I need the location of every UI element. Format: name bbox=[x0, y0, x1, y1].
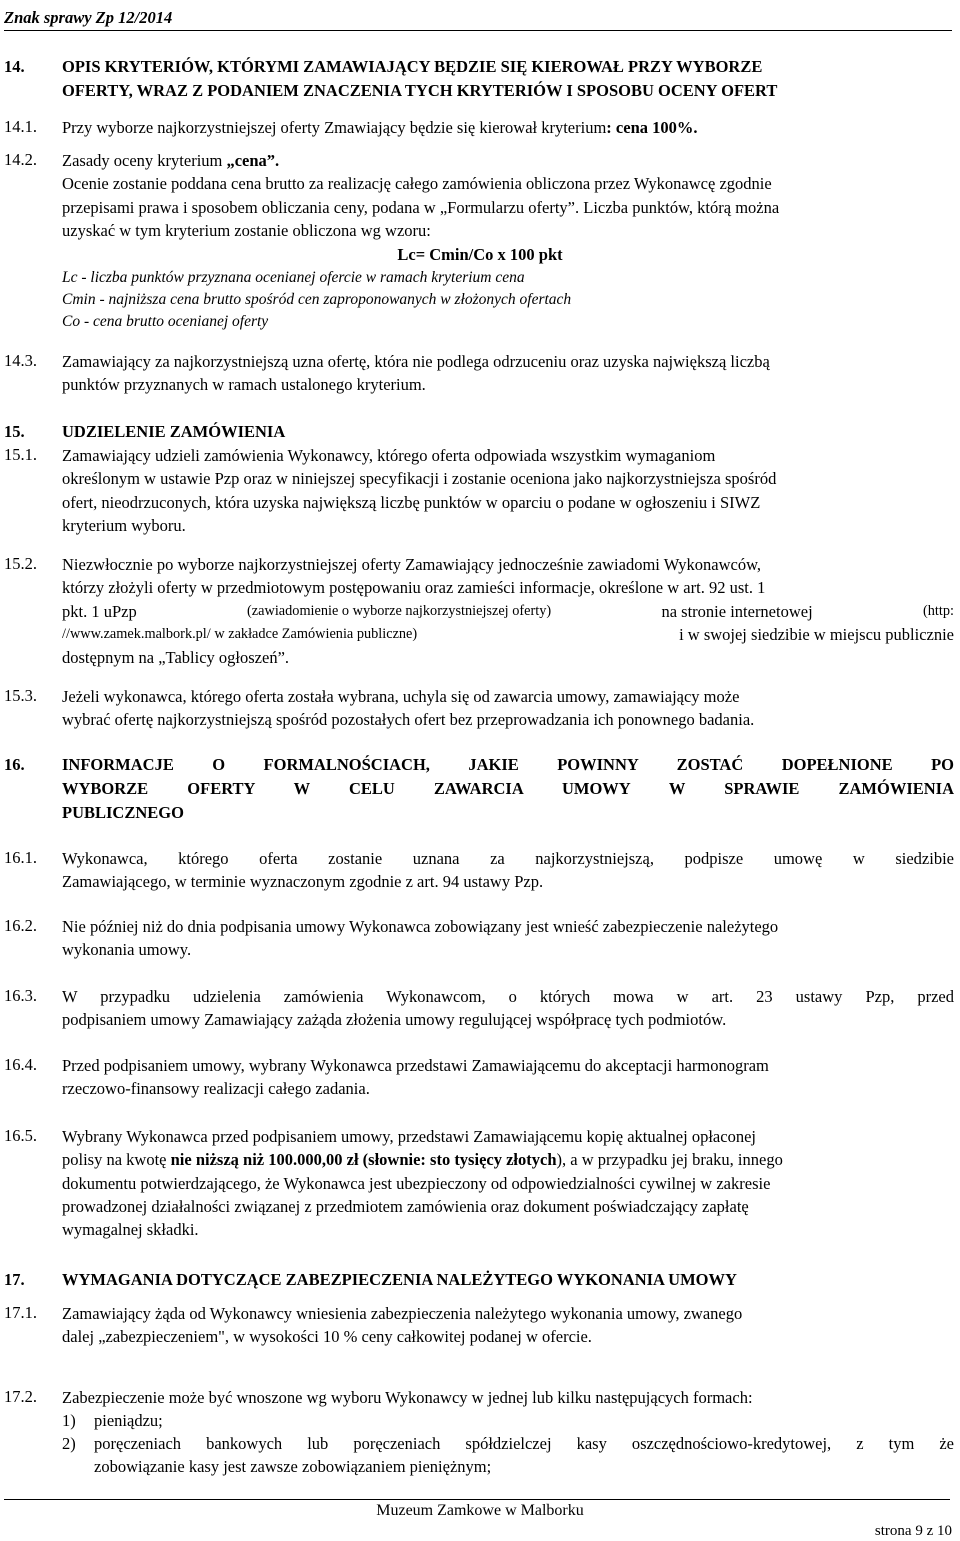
section-17-number: 17. bbox=[4, 1270, 25, 1289]
footer-divider bbox=[4, 1499, 950, 1500]
para-17-1-number: 17.1. bbox=[4, 1303, 37, 1322]
section-15-title: UDZIELENIE ZAMÓWIENIA bbox=[62, 422, 286, 441]
para-line: Wybrany Wykonawca przed podpisaniem umowy, przedstawi Zamawiającemu kopię aktualnej opłaconej bbox=[62, 1127, 756, 1146]
para-15-1-number: 15.1. bbox=[4, 445, 37, 464]
formula: Lc= Cmin/Co x 100 pkt bbox=[397, 245, 563, 264]
para-text: polisy na kwotę bbox=[62, 1150, 171, 1170]
para-line: Zamawiający udzieli zamówienia Wykonawcy, którego oferta odpowiada wszystkim wymaganiom bbox=[62, 446, 716, 465]
para-line: wymagalnej składki. bbox=[62, 1220, 199, 1240]
para-line: dostępnym na „Tablicy ogłoszeń”. bbox=[62, 648, 290, 668]
section-17-title: WYMAGANIA DOTYCZĄCE ZABEZPIECZENIA NALEŻYTEGO WYKONANIA UMOWY bbox=[62, 1270, 737, 1289]
section-14-title-line: OFERTY, WRAZ Z PODANIEM ZNACZENIA TYCH KRYTERIÓW I SPOSOBU OCENY OFERT bbox=[62, 81, 778, 100]
section-15-number: 15. bbox=[4, 422, 25, 441]
para-text: ), a w przypadku jej braku, innego bbox=[556, 1150, 783, 1170]
para-line: którzy złożyli oferty w przedmiotowym postępowaniu oraz zamieści informacje, określone w art. 92 ust. 1 bbox=[62, 578, 766, 598]
para-line: kryterium wyboru. bbox=[62, 515, 186, 535]
para-line: Ocenie zostanie poddana cena brutto za realizację całego zamówienia obliczona przez Wykonawcę zgodnie bbox=[62, 174, 772, 194]
para-14-2 bbox=[62, 149, 954, 242]
para-15-2 bbox=[62, 553, 954, 669]
para-16-2-number: 16.2. bbox=[4, 916, 37, 935]
section-14-number: 14. bbox=[4, 57, 25, 76]
section-14-title-line: OPIS KRYTERIÓW, KTÓRYMI ZAMAWIAJĄCY BĘDZIE SIĘ KIEROWAŁ PRZY WYBORZE bbox=[62, 57, 763, 76]
para-line: rzeczowo-finansowy realizacji całego zadania. bbox=[62, 1079, 370, 1099]
para-line: określonym w ustawie Pzp oraz w niniejszej specyfikacji i zostanie oceniona jako najkorzystniejsza spośród bbox=[62, 469, 777, 489]
section-16-title-line: WYBORZE OFERTY W CELU ZAWARCIA UMOWY W SPRAWIE ZAMÓWIENIA bbox=[62, 779, 954, 798]
para-text: Zasady oceny kryterium bbox=[62, 151, 227, 170]
para-14-3-number: 14.3. bbox=[4, 351, 37, 370]
list-item-text: poręczeniach bankowych lub poręczeniach spółdzielczej kasy oszczędnościowo-kredytowej, z tym że bbox=[94, 1434, 954, 1453]
para-16-5 bbox=[62, 1125, 954, 1241]
para-text: i w swojej siedzibie w miejscu publicznie bbox=[679, 624, 954, 644]
para-line: uzyskać w tym kryterium zostanie obliczona wg wzoru: bbox=[62, 220, 431, 240]
para-line: W przypadku udzielenia zamówienia Wykonawcom, o których mowa w art. 23 ustawy Pzp, przed bbox=[62, 987, 954, 1006]
para-15-3 bbox=[62, 685, 954, 732]
para-15-2-number: 15.2. bbox=[4, 554, 37, 573]
list-item-text: zobowiązanie kasy jest zawsze zobowiązaniem pieniężnym; bbox=[94, 1457, 492, 1476]
para-17-1 bbox=[62, 1302, 954, 1349]
para-line: wykonania umowy. bbox=[62, 940, 192, 960]
para-small: (http: bbox=[923, 602, 954, 619]
page-number: strona 9 z 10 bbox=[874, 1523, 952, 1539]
list-item-text: pieniądzu; bbox=[94, 1411, 163, 1430]
para-line: prowadzonej działalności związanej z przedmiotem zamówienia oraz dokument poświadczający zapłatę bbox=[62, 1196, 749, 1216]
case-number: Znak sprawy Zp 12/2014 bbox=[4, 8, 173, 27]
list-item-text-block bbox=[94, 1432, 954, 1478]
legend-cmin: Cmin - najniższa cena brutto spośród cen zaproponowanych w złożonych ofertach bbox=[62, 291, 572, 308]
para-14-2-number: 14.2. bbox=[4, 150, 37, 169]
para-small: (zawiadomienie o wyborze najkorzystniejszej oferty) bbox=[247, 602, 552, 619]
para-15-3-number: 15.3. bbox=[4, 686, 37, 705]
para-text: pkt. 1 uPzp bbox=[62, 601, 137, 621]
para-14-3 bbox=[62, 350, 954, 397]
para-16-2 bbox=[62, 915, 954, 962]
para-16-4-number: 16.4. bbox=[4, 1055, 37, 1074]
list-item-number: 2) bbox=[62, 1434, 76, 1453]
list-item-number: 1) bbox=[62, 1411, 76, 1430]
para-line: Przed podpisaniem umowy, wybrany Wykonawca przedstawi Zamawiającemu do akceptacji harmonogram bbox=[62, 1056, 769, 1075]
para-14-1 bbox=[62, 116, 954, 139]
list-item bbox=[62, 1409, 954, 1432]
para-17-2-number: 17.2. bbox=[4, 1387, 37, 1406]
para-line: Zamawiający żąda od Wykonawcy wniesienia zabezpieczenia należytego wykonania umowy, zwanego bbox=[62, 1304, 743, 1323]
para-line: Zamawiającego, w terminie wyznaczonym zgodnie z art. 94 ustawy Pzp. bbox=[62, 872, 544, 892]
para-line: dalej „zabezpieczeniem", w wysokości 10 % ceny całkowitej podanej w ofercie. bbox=[62, 1327, 592, 1347]
para-16-5-number: 16.5. bbox=[4, 1126, 37, 1145]
para-line: przepisami prawa i sposobem obliczania ceny, podana w „Formularzu oferty”. Liczba punktów, którą można bbox=[62, 197, 780, 217]
para-line: Wykonawca, którego oferta zostanie uznana za najkorzystniejszą, podpisze umowę w siedzibie bbox=[62, 849, 954, 868]
para-line: wybrać ofertę najkorzystniejszą spośród pozostałych ofert bez przeprowadzania ich ponownego badania. bbox=[62, 710, 755, 730]
para-16-3-number: 16.3. bbox=[4, 986, 37, 1005]
para-line: punktów przyznanych w ramach ustalonego kryterium. bbox=[62, 375, 426, 395]
para-text: na stronie internetowej bbox=[661, 601, 813, 621]
para-bold: : cena 100%. bbox=[606, 118, 698, 137]
para-16-1 bbox=[62, 847, 954, 894]
para-16-3 bbox=[62, 985, 954, 1032]
para-17-2: Zabezpieczenie może być wnoszone wg wyboru Wykonawcy w jednej lub kilku następujących formach: bbox=[62, 1388, 753, 1407]
formula-legend bbox=[62, 267, 954, 333]
para-text: Przy wyborze najkorzystniejszej oferty Zmawiający będzie się kierował kryterium bbox=[62, 118, 607, 137]
section-14-title bbox=[62, 55, 954, 103]
legend-co: Co - cena brutto ocenianej oferty bbox=[62, 313, 269, 330]
section-16-title-line: INFORMACJE O FORMALNOŚCIACH, JAKIE POWINNY ZOSTAĆ DOPEŁNIONE PO bbox=[62, 755, 954, 774]
legend-lc: Lc - liczba punktów przyznana ocenianej ofercie w ramach kryterium cena bbox=[62, 269, 525, 286]
section-16-title bbox=[62, 753, 954, 825]
footer-institution: Muzeum Zamkowe w Malborku bbox=[376, 1502, 584, 1519]
section-16-title-line: PUBLICZNEGO bbox=[62, 803, 184, 822]
para-line: Zamawiający za najkorzystniejszą uzna ofertę, która nie podlega odrzuceniu oraz uzyska największą liczbą bbox=[62, 352, 770, 371]
para-line: Jeżeli wykonawca, którego oferta została wybrana, uchyla się od zawarcia umowy, zamawiający może bbox=[62, 687, 740, 706]
para-bold: „cena”. bbox=[226, 151, 280, 170]
para-line: dokumentu potwierdzającego, że Wykonawca jest ubezpieczony od odpowiedzialności cywilnej w zakresie bbox=[62, 1173, 771, 1193]
para-line: podpisaniem umowy Zamawiający zażąda złożenia umowy regulującej współpracę tych podmiotów. bbox=[62, 1010, 727, 1030]
para-line: ofert, nieodrzuconych, która uzyska największą liczbę punktów w oparciu o podane w ogłoszeniu i SIWZ bbox=[62, 492, 761, 512]
para-small-link: //www.zamek.malbork.pl/ w zakładce Zamówienia publiczne) bbox=[62, 625, 418, 642]
para-14-1-number: 14.1. bbox=[4, 117, 37, 136]
para-bold: nie niższą niż 100.000,00 zł (słownie: sto tysięcy złotych bbox=[170, 1150, 557, 1170]
para-line: Niezwłocznie po wyborze najkorzystniejszej oferty Zamawiający jednocześnie zawiadomi Wykonawców, bbox=[62, 555, 762, 574]
list-item bbox=[62, 1432, 954, 1478]
para-15-1 bbox=[62, 444, 954, 537]
para-16-1-number: 16.1. bbox=[4, 848, 37, 867]
para-line: Nie później niż do dnia podpisania umowy Wykonawca zobowiązany jest wnieść zabezpieczenie należytego bbox=[62, 917, 779, 936]
section-16-number: 16. bbox=[4, 755, 25, 774]
document-header bbox=[4, 8, 952, 31]
para-16-4 bbox=[62, 1054, 954, 1101]
